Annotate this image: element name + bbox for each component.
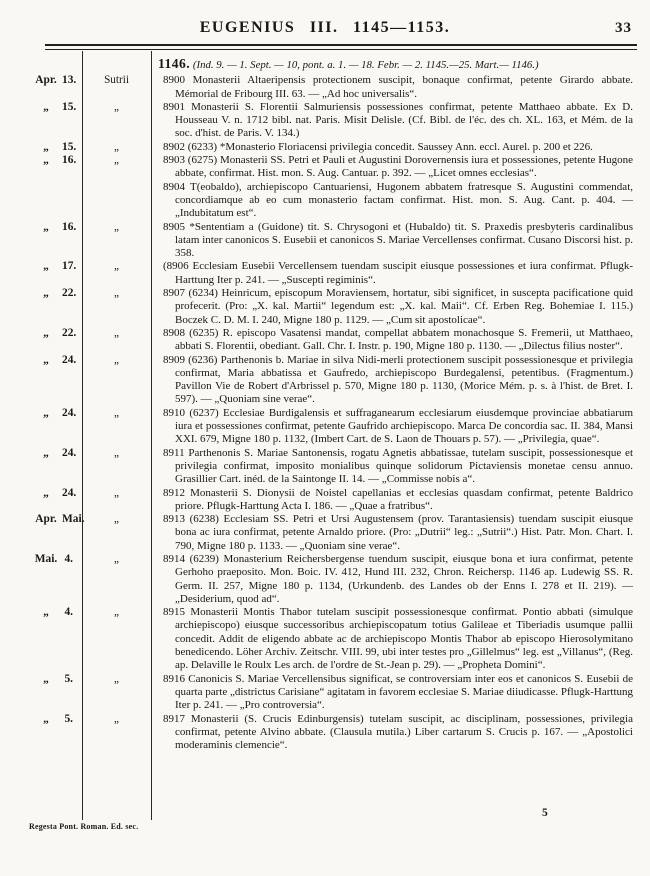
date-month: „: [43, 154, 49, 167]
entry-number: 8917: [163, 712, 185, 725]
date-day: 24.: [62, 486, 77, 499]
place-cell: „: [114, 606, 119, 619]
entry-paragraph: [163, 260, 634, 287]
date-day: 16.: [62, 154, 77, 167]
date-month: „: [43, 486, 49, 499]
entry-paragraph: [163, 326, 634, 354]
entry-row: [0, 221, 650, 261]
entry-text-cell: [151, 287, 650, 327]
entry-text-cell: [151, 101, 650, 141]
entry-body: *Sententiam a (Guidone) tit. S. Chrysogoni et (Hubaldo) tit. S. Praxedis presbyteris cardinalibus latam inter canonicos S. Eusebii et canonicos S. Mariae Vercellenses confirmat. Cusano Discorsi hist. p. 358.: [175, 220, 634, 260]
entry-number: 8910 (6237): [163, 406, 219, 419]
entry-text-cell: [151, 74, 650, 101]
entry-number: 8912: [163, 486, 185, 499]
date-day: 22.: [62, 326, 77, 339]
date-day: 5.: [64, 712, 73, 725]
entry-row: [0, 327, 650, 354]
entry-paragraph: [163, 154, 634, 181]
date-day: 17.: [62, 260, 77, 273]
date-cell: [0, 553, 82, 566]
date-cell: [0, 513, 85, 526]
date-cell: [0, 487, 82, 500]
date-cell: [0, 287, 82, 300]
date-day: 15.: [62, 140, 77, 153]
entry-body: Monasterium Reichersbergense tuendum suscipit, eiusque bona et iura confirmat, petente Gerhoho praeposito. Mon. Boic. IV. 412, Hund III. 232, Chron. Reichersp. 1146 ap. Ludewig SS. R. Germ. II. 257, Migne 180 p. 1134, (Urkundenb. des Landes ob der Enns I. 278 et II. 219). — „Desiderium, quod ad“.: [175, 552, 634, 605]
date-cell: [0, 673, 82, 686]
entry-row: [0, 154, 650, 181]
place-cell: „: [114, 486, 119, 499]
entry-row: [0, 713, 650, 753]
section-heading-row: [0, 55, 650, 74]
entry-text-cell: [151, 553, 650, 606]
entry-row: [0, 487, 650, 514]
entry-text-cell: [151, 260, 650, 287]
entry-text-cell: [151, 327, 650, 354]
edition-imprint: Regesta Pont. Roman. Ed. sec.: [29, 822, 139, 831]
entry-text-cell: [151, 181, 650, 221]
date-cell: [0, 407, 82, 420]
entry-row: [0, 553, 650, 606]
entry-number: 8907 (6234): [163, 287, 218, 300]
date-month: „: [43, 672, 49, 685]
entry-body: Monasterii (S. Crucis Edinburgensis) tutelam suscipit, ac disciplinam, possessiones, privilegia confirmat, petente Alvino abbate. (Clausula mutila.) Liber cartarum S. Crucis p. 167. — „Apostolici moderaminis clemencie“.: [175, 712, 633, 752]
entry-number: 8913 (6238): [163, 513, 219, 526]
entry-number: 8911: [163, 446, 185, 459]
entry-paragraph: [163, 712, 633, 753]
date-day: 5.: [64, 672, 73, 685]
entry-paragraph: [163, 74, 633, 101]
date-month: „: [43, 326, 49, 339]
place-cell: „: [114, 552, 119, 565]
place-cell: „: [114, 712, 119, 725]
entry-number: 8916: [163, 672, 185, 685]
date-day: 24.: [62, 406, 77, 419]
date-month: Mai.: [34, 552, 58, 565]
entry-row: [0, 260, 650, 287]
entry-text-cell: [151, 407, 650, 447]
entry-body: Monasterii Altaeripensis protectionem suscipit, bonaque confirmat, petente Girardo abbate. Mémorial de Fribourg III. 63. — „Ad hoc universalis“.: [175, 74, 633, 100]
date-day: 24.: [62, 353, 77, 366]
date-month: „: [43, 140, 49, 153]
entry-text-cell: [151, 447, 650, 487]
entry-text-cell: [151, 513, 650, 553]
entry-row: [0, 606, 650, 672]
entry-number: 8902 (6233): [163, 140, 218, 153]
entry-body: Ecclesiam Eusebii Vercellensem tuendam suscipit eiusque possessiones et iura confirmat. Pflugk-Harttung Iter p. 241. — „Suscepti regiminis“.: [175, 260, 634, 286]
date-month: „: [43, 712, 49, 725]
place-cell: „: [114, 326, 119, 339]
entry-row: [0, 447, 650, 487]
entry-body: *Monasterio Floriacensi privilegia concedit. Saussey Ann. eccl. Aurel. p. 200 et 226.: [219, 140, 593, 153]
date-day: 13.: [62, 74, 77, 87]
running-header: [0, 19, 650, 39]
date-month: „: [43, 353, 49, 366]
date-cell: [0, 221, 82, 234]
date-cell: [0, 154, 82, 167]
entry-body: Canonicis S. Mariae Vercellensibus significat, se controversiam inter eos et canonicos S. Eusebii de quarta parte „districtus Carisiane“ agitatam in favorem ecclesiae S. Mariae diiudicasse. Pflugk-Harttung Iter p. 241. — „Pro controversia“.: [175, 672, 633, 712]
place-cell: „: [114, 513, 119, 526]
entry-number: 8904: [163, 180, 185, 193]
date-month: „: [43, 220, 49, 233]
date-cell: [0, 101, 82, 114]
entry-text-cell: [151, 354, 650, 407]
entry-number: 8909 (6236): [163, 353, 218, 366]
entry-paragraph: [163, 220, 634, 261]
date-day: 15.: [62, 100, 77, 113]
signature-mark: 5: [542, 807, 548, 819]
entry-number: (8906: [163, 260, 189, 273]
date-month: „: [43, 100, 49, 113]
entry-body: Monasterii S. Florentii Salmuriensis possessiones confirmat, petente Matthaeo abbate. Ex D. Housseau V. n. 1712 bibl. nat. Paris. Misit Delisle. (Cf. Bibl. de l'éc. des ch. XL. 163, et Mém. de la soc. d'hist. de Paris. V. 134.): [175, 100, 633, 140]
entry-paragraph: [163, 513, 634, 553]
place-cell: „: [114, 353, 119, 366]
date-day: 4.: [64, 606, 73, 619]
regesta-entries: [0, 74, 650, 752]
entry-row: [0, 287, 650, 327]
entry-number: 8905: [163, 220, 185, 233]
entry-number: 8900: [163, 74, 185, 87]
date-month: „: [43, 446, 49, 459]
place-cell: „: [114, 140, 119, 153]
entry-number: 8901: [163, 100, 185, 113]
page-number: 33: [615, 20, 632, 36]
section-year: 1146.: [158, 56, 191, 71]
date-month: „: [43, 606, 49, 619]
section-heading: [158, 56, 633, 72]
date-cell: [0, 354, 82, 367]
entry-row: [0, 673, 650, 713]
entry-row: [0, 101, 650, 141]
entry-body: Parthenonis b. Mariae in silva Nidi-merli protectionem suscipit possessionesque et privilegia confirmat, Maria abbatissa et Gaufredo, archiepiscopo Burdegalensi, petentibus. (Fragmentum.) Pavillon Vie de Robert d'Arbrissel p. 570, Migne 180 p. 1130, (Morice Mém. p. s. à l'hist. de Bret. I. 597). — „Quoniam sine verae“.: [175, 353, 634, 406]
entry-body: Monasterii SS. Petri et Pauli et Augustini Dorovernensis iura et possessiones, petente Hugone abbate, confirmat. Hist. mon. S. Aug. Cantuar. p. 392. — „Licet omnes ecclesias“.: [175, 154, 634, 180]
place-cell: „: [114, 446, 119, 459]
date-month: „: [43, 287, 49, 300]
entry-text-cell: [151, 487, 650, 514]
entry-text-cell: [151, 221, 650, 261]
entry-row: [0, 513, 650, 553]
date-day: 24.: [62, 446, 77, 459]
section-details: (Ind. 9. — 1. Sept. — 10, pont. a. 1. — 18. Febr. — 2. 1145.—25. Mart.— 1146.): [192, 59, 539, 71]
entry-body: Ecclesiae Burdigalensis et suffraganearum ecclesiarum eiusdemque provinciae abbatiarum iura et possessiones confirmat, petente Gaufrido archiepiscopo. Marca De concordia sac. II. 384, Mansi XXI. 679, Migne 180 p. 1132, (Imbert Cart. de S. Laon de Thouars p. 57). — „Privilegia, quae“.: [175, 406, 633, 446]
entry-paragraph: [163, 353, 634, 407]
entry-paragraph: [163, 406, 633, 447]
date-month: „: [43, 260, 49, 273]
date-month: Apr.: [35, 513, 57, 526]
entry-row: [0, 181, 650, 221]
place-cell: „: [114, 260, 119, 273]
date-day: 4.: [64, 552, 73, 565]
entry-body: Monasterii S. Dionysii de Noistel capellanias et ecclesias quasdam confirmat, petente Baldrico priore. Pflugk-Harttung Acta I. 186. — „Quae a fratribus“.: [175, 486, 633, 512]
entry-text-cell: [151, 713, 650, 753]
entry-body: Ecclesiam SS. Petri et Ursi Augustensem (prov. Tarantasiensis) tuendam suscipit eiusque bona ac iura confirmat, petente Arnaldo priore. (Pro: „Dutrii“ leg.: „Sutrii“.) Hist. Patr. Mon. Chart. I. 790, Migne 180 p. 1133. — „Quoniam sine verae“.: [175, 513, 634, 552]
entry-row: [0, 141, 650, 154]
entry-number: 8903 (6275): [163, 154, 218, 167]
place-cell: „: [114, 287, 119, 300]
date-month: „: [43, 406, 49, 419]
date-cell: [0, 327, 82, 340]
entry-text-cell: [151, 606, 650, 672]
page-title: EUGENIUS III. 1145—1153.: [199, 19, 451, 36]
entry-paragraph: [163, 486, 633, 514]
date-cell: [0, 260, 82, 273]
entry-number: 8914 (6239): [163, 552, 219, 565]
date-cell: [0, 713, 82, 726]
entry-paragraph: [163, 180, 633, 221]
section-heading-cell: [151, 55, 650, 74]
entry-text-cell: [151, 141, 650, 154]
place-cell: „: [114, 220, 119, 233]
entry-number: 8915: [163, 606, 185, 619]
entry-paragraph: [163, 606, 634, 672]
entry-text-cell: [151, 673, 650, 713]
date-day: 22.: [62, 287, 77, 300]
entry-row: [0, 354, 650, 407]
header-rule: [45, 44, 637, 50]
entry-paragraph: [163, 672, 633, 713]
date-cell: [0, 141, 82, 154]
entry-body: Monasterii Montis Thabor tutelam suscipit possessionesque confirmat. Pontio abbati (simulque archiepiscopo) eiusque successoribus archiepiscopatum totius Galileae et Tiberiadis usumque pallii concedit. Addit de eligendo abbate ac de archiepiscopo Montis Thabor ab episcopo Hierosolymitano benedicendo. Löher Archiv. Zeitschr. VIII. 99, ubi inter testes pro „Gillelmus“ leg. est „Villanus“, (Reg. ap. Delaville le Roulx Les arch. de l'ordre de St.-Jean p. 29). — „Propheta Domini“.: [175, 606, 634, 672]
date-month: Apr.: [35, 74, 57, 87]
page-content: [0, 51, 650, 752]
entry-paragraph: [163, 446, 633, 487]
entry-number: 8908 (6235): [163, 326, 219, 339]
entry-body: R. episcopo Vasatensi mandat, compellat abbatem monachosque S. Fremerii, ut Matthaeo, abbati S. Florentii, obediant. Gall. Chr. I. Instr. p. 190, Migne 180 p. 1130. — „Dilectus filius noster“.: [175, 326, 634, 353]
entry-body: Parthenonis S. Mariae Santonensis, rogatu Agnetis abbatissae, tutelam suscipit, possessionesque et privilegia confirmat, imposito monialibus quinque solidorum Pictaviensis monetae censu annuo. Grasillier Cart. inéd. de la Saintonge II. 14. — „Commisse nobis a“.: [175, 446, 633, 486]
entry-paragraph: [163, 287, 634, 327]
date-cell: [0, 74, 82, 87]
place-cell: „: [114, 154, 119, 167]
date-day: Mai.: [62, 513, 85, 526]
entry-paragraph: [163, 552, 634, 606]
place-cell: „: [114, 672, 119, 685]
entry-row: [0, 407, 650, 447]
entry-body: T(eobaldo), archiepiscopo Cantuariensi, Hugonem abbatem fratresque S. Augustini commendat, concordiamque ab eo cum monasterio factam confirmat. Hist. mon. S. Aug. Cant. p. 404. — „Indubitatum est“.: [175, 180, 633, 220]
place-cell: „: [114, 406, 119, 419]
entry-body: Heinricum, episcopum Moraviensem, hortatur, sibi significet, in suscepta pacificatione quid profecerit. (Pro: „X. kal. Martii“ legendum est: „X. kal. Maii“. Cf. Erben Reg. Bohemiae I. 115.) Boczek C. D. M. I. 240, Migne 180 p. 1129. — „Cum sit apostolicae“.: [175, 287, 634, 326]
date-cell: [0, 447, 82, 460]
date-day: 16.: [62, 220, 77, 233]
entry-row: [0, 74, 650, 101]
place-cell: Sutrii: [104, 74, 129, 87]
entry-text-cell: [151, 154, 650, 181]
place-cell: „: [114, 100, 119, 113]
entry-paragraph: [163, 100, 633, 141]
date-cell: [0, 606, 82, 619]
entry-paragraph: [163, 140, 633, 154]
